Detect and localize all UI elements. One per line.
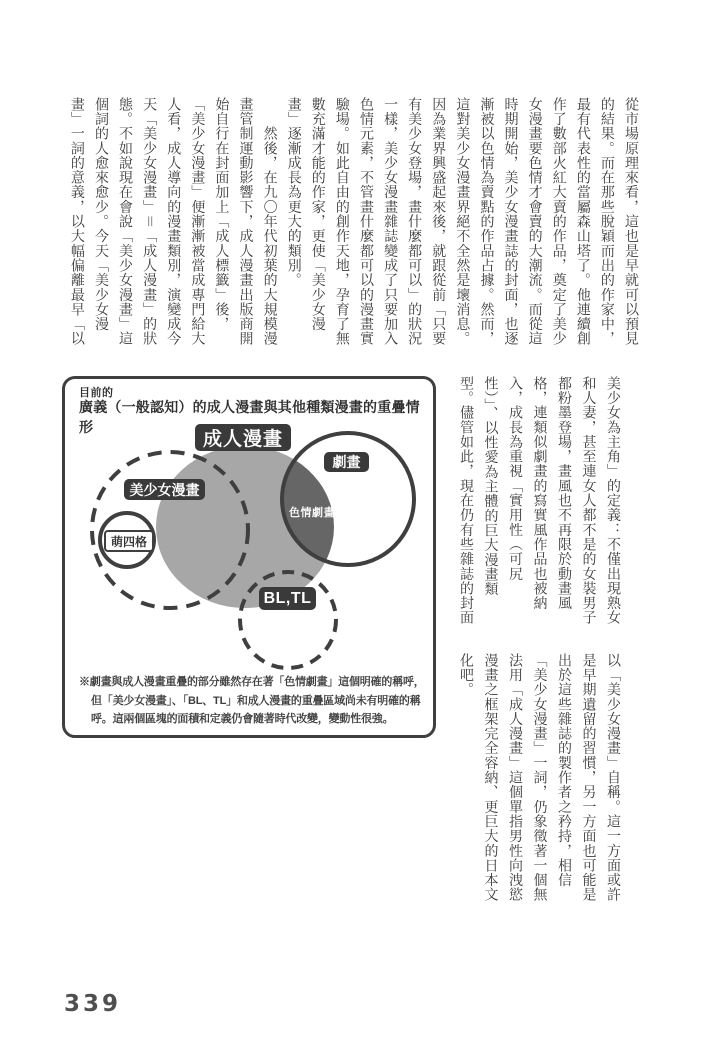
text-column: 畫」一詞的意義，以大幅偏離最早「以 <box>68 97 84 347</box>
text-column: 因為業界興盛起來後，就跟從前「只要 <box>430 97 446 347</box>
text-column: 作了數部火紅大賣的作品，奠定了美少 <box>550 97 566 347</box>
text-column: 天「美少女漫畫」＝「成人漫畫」的狀 <box>141 97 157 347</box>
bottom-text-band <box>452 653 624 909</box>
text-column: 的結果。而在那些脫穎而出的作家中， <box>598 97 614 347</box>
text-column: 入，成長為重視「實用性（可尻 <box>507 376 522 582</box>
text-column: 法用「成人漫畫」這個單指男性向洩慾 <box>507 653 522 903</box>
venn-diagram-box <box>62 376 436 738</box>
moe4koma-label: 萌四格 <box>104 530 154 552</box>
text-column: 女漫畫要色情才會賣的大潮流。而從這 <box>526 97 542 347</box>
text-column: 以「美少女漫畫」自稱。這一方面或許 <box>605 653 620 903</box>
ero-gekiga-label: 色情劇畫 <box>289 507 335 519</box>
footnote-line: 呼。這兩個區塊的面積和定義仍會隨著時代改變，變動性很強。 <box>91 713 394 725</box>
text-column: 一樣，美少女漫畫雜誌變成了只要加入 <box>382 97 398 347</box>
text-column: 格，連類似劇畫的寫實風作品也被納 <box>531 376 547 611</box>
diagram-title: 廣義（一般認知）的成人漫畫與其他種類漫畫的重疊情形 <box>79 399 420 435</box>
text-column: 美少女為主角」的定義：不僅出現熟女 <box>605 376 620 626</box>
text-column: 是早期遺留的習慣，另一方面也可能是 <box>580 653 596 903</box>
text-column: 「美少女漫畫」一詞，仍象徵著一個無 <box>531 653 547 903</box>
text-column: 態。不如說現在會說「美少女漫畫」這 <box>117 97 133 347</box>
footnote-line: ※劇畫與成人漫畫重疊的部分雖然存在著「色情劇畫」這個明確的稱呼， <box>79 676 425 688</box>
text-column: 驗場。如此自由的創作天地，孕育了無 <box>333 97 349 347</box>
diagram-footnote <box>79 673 431 729</box>
text-column: 性）」、以性愛為主體的巨大漫畫類 <box>482 376 498 597</box>
text-column: 出於這些雜誌的製作者之矜持，相信 <box>556 653 571 888</box>
text-column: 從市場原理來看，這也是早就可以預見 <box>623 97 638 347</box>
bltl-label: BL,TL <box>259 587 316 610</box>
text-column: 色情元素，不管畫什麼都可以的漫畫實 <box>357 97 373 347</box>
text-column: 漫畫之框架完全容納、更巨大的日本文 <box>482 653 498 903</box>
text-column: 最有代表性的當屬森山塔了。他連續創 <box>574 97 590 347</box>
text-column: 人看，成人導向的漫畫類別，演變成今 <box>165 97 181 347</box>
text-column: 然後，在九〇年代初葉的大規模漫 <box>261 97 277 347</box>
adult-manga-label: 成人漫畫 <box>195 424 291 451</box>
text-column: 數充滿才能的作家，更使「美少女漫 <box>309 97 325 332</box>
bishoujo-manga-label: 美少女漫畫 <box>124 479 205 500</box>
footnote-line: 但「美少女漫畫」、「BL、TL」和成人漫畫的重疊區域尚未有明確的稱 <box>91 694 421 707</box>
text-column: 「美少女漫畫」便漸漸被當成專門給大 <box>189 97 205 347</box>
text-column: 都粉墨登場，畫風也不再限於動畫風 <box>556 376 571 611</box>
text-column: 和人妻，甚至連女人都不是的女裝男子 <box>580 376 596 626</box>
text-column: 漸被以色情為賣點的作品占據。然而， <box>478 97 494 347</box>
top-text-band <box>62 97 642 355</box>
page-number: 339 <box>64 991 122 1017</box>
text-column: 型。儘管如此，現在仍有些雜誌的封面 <box>458 376 473 626</box>
text-column: 時期開始，美少女漫畫誌的封面，也逐 <box>502 97 518 347</box>
text-column: 始自行在封面加上「成人標籤」後， <box>213 97 229 332</box>
middle-text-band <box>452 376 624 632</box>
text-column: 化吧。 <box>458 653 473 697</box>
text-column: 這對美少女漫畫界絕不全然是壞消息。 <box>454 97 470 347</box>
text-column: 個詞的人愈來愈少。今天「美少女漫 <box>92 97 108 332</box>
text-column: 有美少女登場，畫什麼都可以」的狀況 <box>406 97 422 347</box>
gekiga-label: 劇畫 <box>324 452 369 472</box>
text-column: 畫管制運動影響下，成人漫畫出版商開 <box>237 97 253 347</box>
text-column: 畫」逐漸成長為更大的類別。 <box>285 97 301 288</box>
diagram-kicker: 目前的 <box>79 387 114 399</box>
